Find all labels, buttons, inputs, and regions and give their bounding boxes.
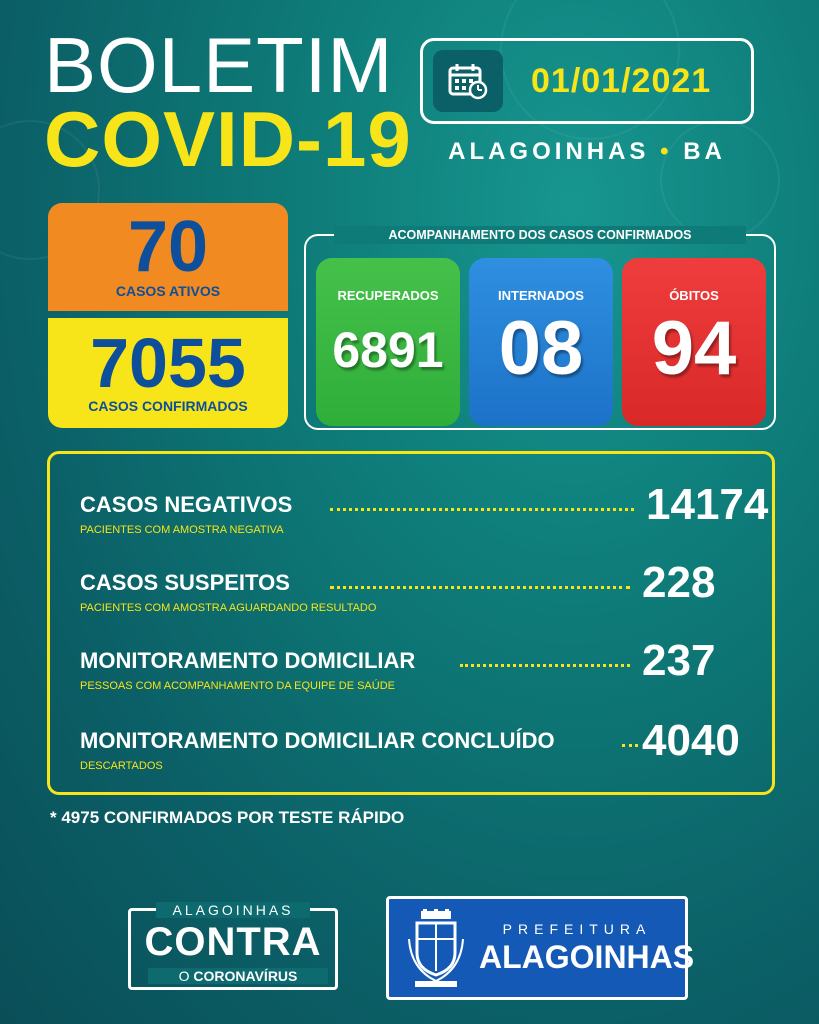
date-box <box>420 38 754 124</box>
stat-value: 4040 <box>642 716 740 765</box>
city-separator: • <box>660 138 673 165</box>
campaign-top-text: ALAGOINHAS <box>156 902 310 918</box>
stat-label: CASOS NEGATIVOS <box>80 492 293 517</box>
stat-row-negativos <box>80 480 770 552</box>
campaign-bottom <box>148 968 328 984</box>
campaign-o: O <box>178 968 190 984</box>
campaign-bottom-text: CORONAVÍRUS <box>193 968 298 984</box>
title-boletim: BOLETIM <box>44 21 394 109</box>
prefeitura-top-text: PREFEITURA <box>502 921 652 937</box>
municipal-crest-icon <box>407 909 465 989</box>
internados-label: INTERNADOS <box>498 288 584 303</box>
dotted-leader <box>330 508 634 511</box>
state-name: BA <box>683 138 726 165</box>
casos-confirmados-box <box>48 318 288 428</box>
casos-confirmados-value: 7055 <box>90 324 246 402</box>
casos-ativos-box <box>48 203 288 311</box>
page-title <box>44 21 412 184</box>
stat-label: CASOS SUSPEITOS <box>80 570 290 595</box>
recuperados-card <box>316 258 460 426</box>
title-covid: COVID-19 <box>44 95 412 184</box>
prefeitura-logo <box>386 896 695 1000</box>
internados-card <box>469 258 613 426</box>
campaign-main-text: CONTRA <box>144 920 322 964</box>
footnote: * 4975 CONFIRMADOS POR TESTE RÁPIDO <box>50 808 405 827</box>
prefeitura-main-text: ALAGOINHAS <box>479 939 695 975</box>
stat-sub: PESSOAS COM ACOMPANHAMENTO DA EQUIPE DE SAÚDE <box>80 680 395 692</box>
calendar-clock-icon <box>433 50 503 112</box>
dotted-leader <box>330 586 630 589</box>
stat-row-concluido <box>80 716 770 788</box>
dotted-leader <box>622 744 638 747</box>
campaign-logo <box>128 902 338 994</box>
obitos-card <box>622 258 766 426</box>
casos-confirmados-label: CASOS CONFIRMADOS <box>88 398 248 414</box>
stat-row-monitoramento <box>80 636 770 708</box>
dotted-leader <box>460 664 630 667</box>
obitos-value: 94 <box>651 306 737 391</box>
stat-sub: PACIENTES COM AMOSTRA NEGATIVA <box>80 524 284 536</box>
acompanhamento-title: ACOMPANHAMENTO DOS CASOS CONFIRMADOS <box>334 226 746 244</box>
stat-sub: DESCARTADOS <box>80 760 163 772</box>
stat-value: 237 <box>642 636 716 685</box>
bulletin-date: 01/01/2021 <box>531 61 712 100</box>
stat-label: MONITORAMENTO DOMICILIAR CONCLUÍDO <box>80 728 555 753</box>
stat-value: 228 <box>642 558 716 607</box>
city-name: ALAGOINHAS <box>448 138 650 165</box>
stat-row-suspeitos <box>80 558 770 630</box>
casos-ativos-label: CASOS ATIVOS <box>115 283 221 299</box>
casos-ativos-value: 70 <box>127 207 209 287</box>
internados-value: 08 <box>498 306 584 391</box>
recuperados-label: RECUPERADOS <box>337 288 439 303</box>
stat-sub: PACIENTES COM AMOSTRA AGUARDANDO RESULTADO <box>80 602 377 614</box>
recuperados-value: 6891 <box>332 322 444 378</box>
obitos-label: ÓBITOS <box>669 288 719 303</box>
stat-value: 14174 <box>646 480 769 529</box>
city-label <box>420 138 754 166</box>
stat-label: MONITORAMENTO DOMICILIAR <box>80 648 416 673</box>
